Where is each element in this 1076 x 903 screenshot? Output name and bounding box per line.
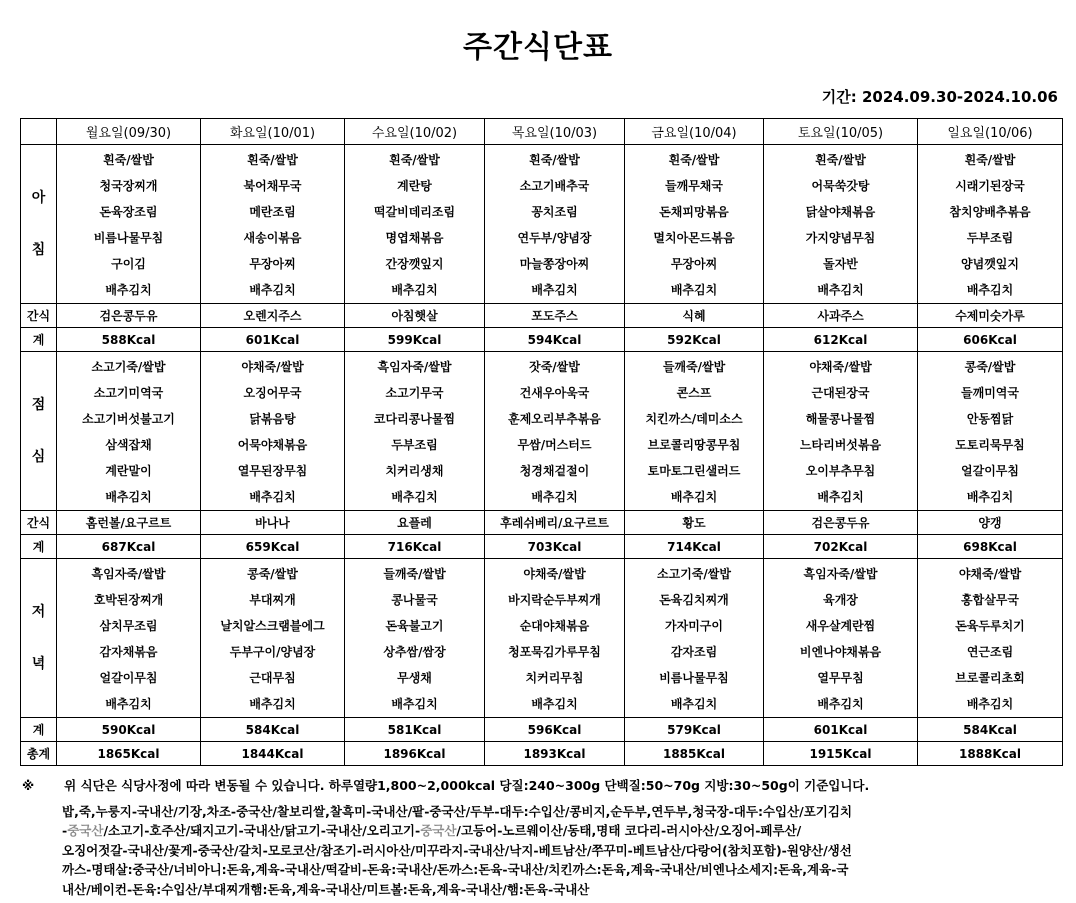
kcal-cell: 579Kcal [625,718,764,742]
menu-item: 감자채볶음 [99,645,158,659]
menu-item: 소고기버섯불고기 [82,412,175,426]
menu-item: 콘스프 [676,386,712,400]
menu-item: 흰죽/쌀밥 [247,153,298,167]
menu-item: 느타리버섯볶음 [799,438,882,452]
menu-item: 야채죽/쌀밥 [241,360,304,374]
menu-item: 근대무침 [249,671,296,685]
snack-cell: 황도 [625,511,764,535]
menu-item: 멸치아몬드볶음 [653,231,735,245]
menu-item: 안동찜닭 [966,412,1014,426]
menu-item: 소고기배추국 [519,179,590,193]
menu-item: 계란말이 [105,464,152,478]
menu-item: 구이김 [111,257,146,271]
menu-item: 순대야채볶음 [519,619,590,633]
menu-item: 돌자반 [823,257,858,271]
menu-item: 얼갈이무침 [961,464,1019,478]
breakfast-sat [764,145,918,304]
origin-line: 까스-명태살:중국산/너비아니:돈육,계육-국내산/떡갈비-돈육:국내산/돈까스:돈육-국내산/치킨까스:돈육,계육-국내산/비엔나소세지:돈육,계육-국 [62,862,849,877]
kcal-cell: 659Kcal [201,535,345,559]
menu-item: 토마토그린샐러드 [647,464,741,478]
menu-item: 닭살야채볶음 [805,205,876,219]
menu-item: 치커리무침 [525,671,584,685]
snack-cell: 식혜 [625,304,764,328]
menu-item: 삼치무조림 [99,619,158,633]
dinner-sun [918,559,1063,718]
menu-item: 코다리콩나물찜 [373,412,456,426]
menu-item: 배추김치 [249,697,296,711]
menu-item: 부대찌개 [249,593,296,607]
menu-item: 오이부추무침 [805,464,876,478]
menu-item: 배추김치 [531,490,578,504]
total-kcal-row [21,742,1063,766]
snack-cell: 홈런볼/요구르트 [57,511,201,535]
menu-item: 오징어무국 [243,386,302,400]
origin-line: 밥,죽,누룽지-국내산/기장,차조-중국산/찰보리쌀,찰흑미-국내산/팥-중국산/두부-대두:수입산/콩비지,순두부,연두부,청국장-대두:수입산/포기김치 [62,803,853,819]
kcal-cell: 687Kcal [57,535,201,559]
total-cell: 1865Kcal [57,742,201,766]
snack-cell: 검은콩두유 [57,304,201,328]
menu-item: 배추김치 [966,283,1014,297]
kcal-cell: 601Kcal [764,718,918,742]
kcal-cell: 590Kcal [57,718,201,742]
lunch-kcal-row [21,535,1063,559]
dinner-thu [485,559,625,718]
menu-item: 배추김치 [105,697,152,711]
menu-item: 비엔나야채볶음 [799,645,882,659]
menu-item: 콩죽/쌀밥 [964,360,1016,374]
menu-item: 연근조림 [966,645,1014,659]
dinner-fri [625,559,764,718]
menu-item: 들깨미역국 [961,386,1019,400]
menu-item: 들깨죽/쌀밥 [383,567,446,581]
menu-item: 돈육김치찌개 [659,593,729,607]
menu-item: 배추김치 [966,697,1014,711]
menu-item: 청국장찌개 [99,179,158,193]
breakfast-wed [345,145,485,304]
menu-item: 배추김치 [105,283,152,297]
origin-line: -중국산/소고기-호주산/돼지고기-국내산/닭고기-국내산/오리고기-중국산/고등어-노르웨이산/동태,명태 코다리-러시아산/오징어-페루산/ [62,823,802,838]
menu-item: 배추김치 [249,490,296,504]
menu-item: 어묵쑥갓탕 [811,179,870,193]
day-header-row [21,119,1063,145]
menu-item: 바지락순두부찌개 [508,593,601,607]
total-cell: 1893Kcal [485,742,625,766]
notes-disclaimer [22,776,1062,796]
menu-item: 열무무침 [817,671,864,685]
dinner-row [21,559,1063,718]
menu-item: 들깨무채국 [665,179,723,193]
menu-item: 명엽채볶음 [385,231,444,245]
snack-label: 간식 [21,511,57,535]
menu-item: 두부구이/양념장 [229,645,316,659]
menu-item: 날치알스크램블에그 [220,619,325,633]
kcal-cell: 594Kcal [485,328,625,352]
menu-item: 흑임자죽/쌀밥 [803,567,878,581]
kcal-cell: 599Kcal [345,328,485,352]
menu-item: 무생채 [397,671,432,685]
menu-item: 닭볶음탕 [249,412,296,426]
kcal-cell: 584Kcal [918,718,1063,742]
menu-item: 메란조림 [249,205,296,219]
menu-item: 청경채겉절이 [519,464,590,478]
menu-item: 돈채피망볶음 [659,205,729,219]
total-cell: 1844Kcal [201,742,345,766]
menu-item: 흰죽/쌀밥 [964,153,1016,167]
menu-item: 시래기된장국 [955,179,1025,193]
menu-item: 무장아찌 [249,257,296,271]
menu-item: 배추김치 [249,283,296,297]
menu-item: 무쌈/머스터드 [517,438,592,452]
menu-item: 치커리생채 [385,464,444,478]
total-cell: 1885Kcal [625,742,764,766]
menu-item: 비름나물무침 [93,231,164,245]
menu-item: 배추김치 [391,490,438,504]
breakfast-kcal-row [21,328,1063,352]
breakfast-sun [918,145,1063,304]
menu-item: 새송이볶음 [243,231,302,245]
menu-item: 간장깻잎지 [385,257,444,271]
dinner-sat [764,559,918,718]
snack-cell: 요플레 [345,511,485,535]
kcal-cell: 588Kcal [57,328,201,352]
menu-item: 연두부/양념장 [517,231,592,245]
snack-cell: 사과주스 [764,304,918,328]
note-mark: ※ [22,778,35,793]
breakfast-mon [57,145,201,304]
dinner-kcal-row [21,718,1063,742]
day-header: 월요일(09/30) [57,119,201,145]
day-header: 화요일(10/01) [201,119,345,145]
menu-item: 도토리묵무침 [955,438,1025,452]
kcal-cell: 702Kcal [764,535,918,559]
weekly-menu-table [20,118,1063,766]
subtotal-label: 계 [21,535,57,559]
kcal-cell: 592Kcal [625,328,764,352]
menu-item: 야채죽/쌀밥 [809,360,872,374]
dinner-label: 저 녁 [21,559,57,718]
menu-item: 배추김치 [670,697,718,711]
menu-item: 홍합살무국 [961,593,1019,607]
menu-item: 상추쌈/쌈장 [383,645,446,659]
menu-item: 배추김치 [105,490,152,504]
kcal-cell: 581Kcal [345,718,485,742]
snack-cell: 검은콩두유 [764,511,918,535]
lunch-sun [918,352,1063,511]
menu-item: 배추김치 [670,490,718,504]
menu-item: 흰죽/쌀밥 [103,153,154,167]
snack-cell: 후레쉬베리/요구르트 [485,511,625,535]
menu-item: 흰죽/쌀밥 [529,153,580,167]
menu-item: 삼색잡채 [105,438,152,452]
menu-item: 배추김치 [531,283,578,297]
corner-cell [21,119,57,145]
total-cell: 1896Kcal [345,742,485,766]
kcal-cell: 703Kcal [485,535,625,559]
snack-cell: 포도주스 [485,304,625,328]
notes-section [22,776,1062,899]
total-cell: 1915Kcal [764,742,918,766]
menu-item: 배추김치 [817,490,864,504]
page-title: 주간식단표 [463,30,613,65]
day-header: 금요일(10/04) [625,119,764,145]
menu-item: 돈육불고기 [385,619,444,633]
menu-item: 소고기죽/쌀밥 [91,360,166,374]
menu-item: 소고기무국 [385,386,444,400]
menu-item: 돈육장조림 [99,205,158,219]
menu-item: 배추김치 [391,283,438,297]
lunch-fri [625,352,764,511]
menu-item: 꽁치조림 [531,205,578,219]
menu-item: 마늘쫑장아찌 [519,257,590,271]
morning-snack-row [21,304,1063,328]
menu-item: 감자조림 [670,645,718,659]
menu-item: 가자미구이 [665,619,723,633]
menu-item: 참치양배추볶음 [949,205,1031,219]
kcal-cell: 714Kcal [625,535,764,559]
snack-cell: 바나나 [201,511,345,535]
breakfast-row [21,145,1063,304]
menu-item: 가지양념무침 [805,231,876,245]
snack-cell: 아침햇살 [345,304,485,328]
day-header: 일요일(10/06) [918,119,1063,145]
menu-item: 배추김치 [531,697,578,711]
menu-item: 해물콩나물찜 [805,412,876,426]
kcal-cell: 584Kcal [201,718,345,742]
day-header: 토요일(10/05) [764,119,918,145]
menu-item: 배추김치 [817,697,864,711]
menu-item: 두부조림 [391,438,438,452]
origin-line: 내산/베이컨-돈육:수입산/부대찌개햄:돈육,계육-국내산/미트볼:돈육,계육-국내산/햄:돈육-국내산 [62,881,590,897]
dinner-tue [201,559,345,718]
menu-item: 양념깻잎지 [961,257,1019,271]
kcal-cell: 601Kcal [201,328,345,352]
lunch-sat [764,352,918,511]
lunch-wed [345,352,485,511]
kcal-cell: 606Kcal [918,328,1063,352]
menu-item: 호박된장찌개 [93,593,164,607]
menu-item: 배추김치 [966,490,1014,504]
dinner-mon [57,559,201,718]
menu-item: 북어채무국 [243,179,302,193]
snack-label: 간식 [21,304,57,328]
menu-item: 흑임자죽/쌀밥 [377,360,452,374]
lunch-tue [201,352,345,511]
menu-item: 소고기죽/쌀밥 [657,567,731,581]
menu-item: 건새우아욱국 [519,386,590,400]
breakfast-label: 아 침 [21,145,57,304]
menu-item: 콩나물국 [391,593,438,607]
dinner-wed [345,559,485,718]
total-label: 총계 [21,742,57,766]
kcal-cell: 716Kcal [345,535,485,559]
menu-item: 훈제오리부추볶음 [508,412,601,426]
menu-item: 새우살계란찜 [805,619,876,633]
date-range: 기간: 2024.09.30-2024.10.06 [821,88,1058,106]
menu-item: 돈육두루치기 [955,619,1025,633]
snack-cell: 수제미숫가루 [918,304,1063,328]
origin-line: 오징어젓갈-국내산/꽃게-중국산/갈치-모로코산/참조기-러시아산/미꾸라지-국내산/낙지-베트남산/쭈꾸미-베트남산/다랑어(참치포함)-원양산/생선 [62,842,852,858]
menu-item: 얼갈이무침 [99,671,158,685]
menu-item: 잣죽/쌀밥 [529,360,580,374]
lunch-mon [57,352,201,511]
menu-item: 무장아찌 [670,257,718,271]
menu-item: 흰죽/쌀밥 [389,153,440,167]
menu-item: 흰죽/쌀밥 [668,153,720,167]
lunch-thu [485,352,625,511]
breakfast-thu [485,145,625,304]
afternoon-snack-row [21,511,1063,535]
menu-item: 치킨까스/데미소스 [645,412,743,426]
menu-item: 야채죽/쌀밥 [958,567,1022,581]
subtotal-label: 계 [21,718,57,742]
day-header: 수요일(10/02) [345,119,485,145]
kcal-cell: 698Kcal [918,535,1063,559]
menu-item: 흑임자죽/쌀밥 [91,567,166,581]
menu-item: 브로콜리땅콩무침 [647,438,741,452]
menu-item: 들깨죽/쌀밥 [662,360,726,374]
menu-item: 배추김치 [391,697,438,711]
kcal-cell: 612Kcal [764,328,918,352]
menu-item: 콩죽/쌀밥 [247,567,298,581]
menu-item: 배추김치 [670,283,718,297]
breakfast-tue [201,145,345,304]
note-line1: 위 식단은 식당사정에 따라 변동될 수 있습니다. 하루열량1,800~2,000kcal 당질:240~300g 단백질:50~70g 지방:30~50g이 기준입니다. [64,778,870,793]
subtotal-label: 계 [21,328,57,352]
menu-item: 열무된장무침 [237,464,308,478]
menu-item: 두부조림 [966,231,1014,245]
lunch-label: 점 심 [21,352,57,511]
menu-item: 근대된장국 [811,386,870,400]
day-header: 목요일(10/03) [485,119,625,145]
menu-item: 청포묵김가루무침 [508,645,601,659]
menu-item: 계란탕 [397,179,432,193]
breakfast-fri [625,145,764,304]
menu-item: 배추김치 [817,283,864,297]
total-cell: 1888Kcal [918,742,1063,766]
menu-item: 육개장 [823,593,858,607]
menu-item: 야채죽/쌀밥 [523,567,586,581]
menu-item: 브로콜리초회 [955,671,1025,685]
origin-info [22,802,1062,900]
menu-item: 소고기미역국 [93,386,164,400]
snack-cell: 양갱 [918,511,1063,535]
lunch-row [21,352,1063,511]
menu-item: 떡갈비데리조림 [373,205,456,219]
menu-item: 흰죽/쌀밥 [815,153,866,167]
snack-cell: 오렌지주스 [201,304,345,328]
kcal-cell: 596Kcal [485,718,625,742]
menu-item: 어묵야채볶음 [237,438,308,452]
menu-item: 비름나물무침 [659,671,729,685]
